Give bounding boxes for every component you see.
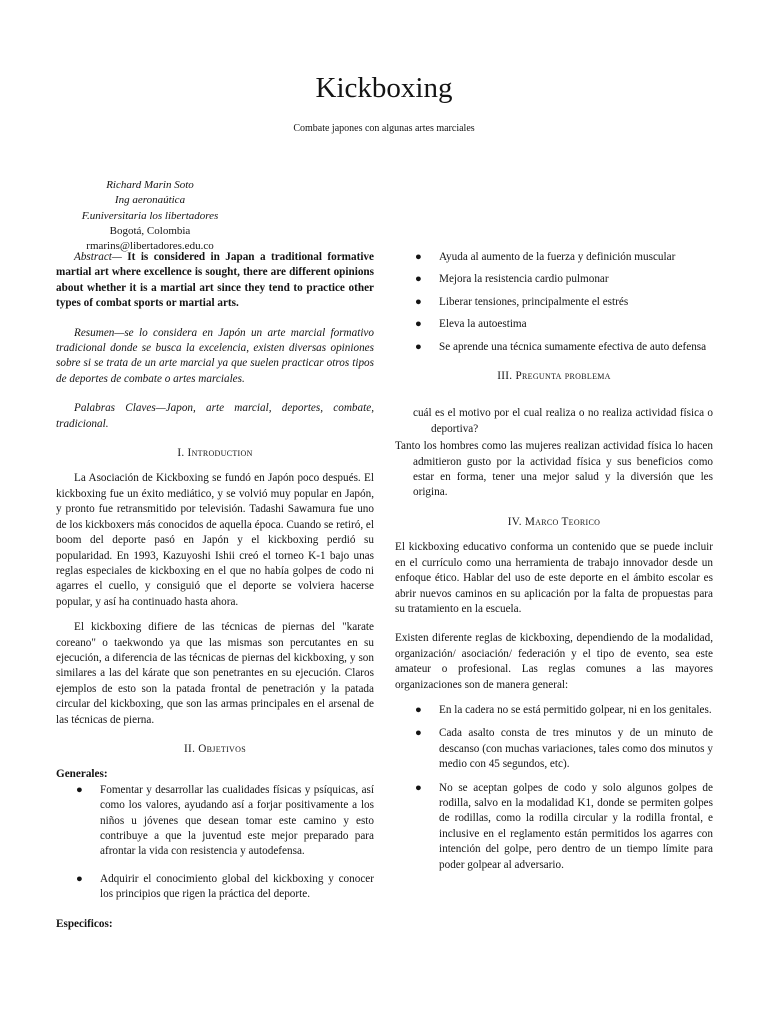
list-item: ● Eleva la autoestima	[395, 317, 713, 332]
author-email: rmarins@libertadores.edu.co	[86, 240, 214, 253]
left-column	[56, 250, 374, 932]
pregunta-paragraph-2: Tanto los hombres como las mujeres realizan actividad física lo hacen admitieron gusto por la actividad física y sus beneficios como estar en forma, tener una mejor salud y la diversión que les origina.	[395, 440, 713, 499]
bullet-icon: ●	[415, 703, 422, 716]
author-city: Bogotá, Colombia	[109, 224, 191, 237]
list-item: ● No se aceptan golpes de codo y solo algunos golpes de rodilla, salvo en la modalidad K1, donde se permiten golpes de rodillas, como la rodilla circular y la rodilla frontal, e inclusive en el reglamento están permitidos los agarres con intención del golpe, pero dentro de un tiempo límite para poder golpear al adversario.	[415, 781, 713, 871]
bullet-icon: ●	[76, 872, 83, 885]
section-heading-introduction: I. Introduction	[177, 447, 253, 460]
bullet-icon: ●	[415, 340, 422, 353]
abstract-label: Abstract—	[74, 251, 122, 263]
list-item: ● Fomentar y desarrollar las cualidades físicas y psíquicas, así como los valores, ayudando así a forjar positivamente a los niños u jóvenes que desean tomar este camino y esto contribuye a que la juventud este mejor preparado para afrontar la vida con resistencia y autodefensa.	[76, 783, 374, 858]
bullet-icon: ●	[415, 273, 422, 286]
paper-title: Kickboxing	[315, 72, 453, 104]
list-item: ● Mejora la resistencia cardio pulmonar	[395, 272, 713, 287]
section-heading-objetivos: II. Objetivos	[184, 742, 246, 755]
list-item: ● Se aprende una técnica sumamente efectiva de auto defensa	[395, 340, 713, 355]
author-institution: F.universitaria los libertadores	[81, 209, 219, 222]
author-department: Ing aeronaútica	[114, 194, 186, 207]
author-name: Richard Marin Soto	[106, 179, 194, 191]
abstract-text: It is considered in Japan a traditional formative martial art where excellence is sought, there are different opinions about whether it is a martial art since they tend to practice other types of combat sports or martial arts.	[56, 251, 374, 310]
bullet-icon: ●	[415, 295, 422, 308]
right-column	[395, 250, 713, 881]
list-item: ● Cada asalto consta de tres minutos y de un minuto de descanso (con muchas variaciones, tales como dos minutos y medio con 45 segundos, etc).	[415, 727, 713, 771]
generales-list	[56, 783, 374, 903]
intro-paragraph-1: La Asociación de Kickboxing se fundó en Japón poco después. El kickboxing fue un éxito mediático, y se volvió muy popular en Japón, y pronto fue retransmitido por televisión. Tadashi Sawamura fue uno de los kickboxers más conocidos de aquella época. Cuando se retiró, el boom del deporte pasó en Japón y el kickboxing perdió su popularidad. En 1993, Kazuyoshi Ishii creó el torneo K-1 bajo unas reglas especiales de kickboxing en el que no había golpes de codo ni agarres el cuello, y consiguió que el deporte se volviera hacerse popular, y así ha continuado hasta ahora.	[56, 472, 374, 608]
bullet-icon: ●	[415, 781, 422, 794]
abstract	[56, 250, 374, 312]
list-item: ● En la cadera no se está permitido golpear, ni en los genitales.	[395, 703, 713, 718]
keywords: Palabras Claves—Japon, arte marcial, deportes, combate, tradicional.	[56, 402, 374, 430]
section-heading-marco: IV. Marco Teorico	[507, 515, 601, 528]
especificos-label: Especificos:	[56, 917, 113, 930]
list-item: ● Liberar tensiones, principalmente el estrés	[395, 295, 713, 310]
marco-paragraph-1: El kickboxing educativo conforma un contenido que se puede incluir en el currículo como una herramienta de trabajo innovador desde un enfoque ético. Hablar del uso de este deporte en el ámbito escolar es abrir nuevos caminos en su aplicación por la falta de propuestas para su tratamiento en la escuela.	[395, 541, 713, 615]
bullet-icon: ●	[76, 783, 83, 796]
intro-paragraph-2: El kickboxing difiere de las técnicas de piernas del "karate coreano" o taekwondo ya que las mismas son percutantes en su ejecución, a diferencia de las técnicas de piernas del kickboxing, y son similares a las del kárate que son penetrantes en su ejecución. Claros ejemplos de esto son la patada frontal de penetración y la patada circular del kickboxing, que son las armas principales en el arsenal de las técnicas de pierna.	[56, 621, 374, 726]
generales-label: Generales:	[56, 768, 108, 781]
section-heading-pregunta: III. Pregunta problema	[497, 370, 611, 383]
paper-subtitle: Combate japones con algunas artes marciales	[293, 123, 475, 134]
bullet-icon: ●	[415, 251, 422, 263]
resumen: Resumen—se lo considera en Japón un arte marcial formativo tradicional donde se busca la excelencia, existen diversas opiniones sobre si se trata de un arte marcial ya que suelen practicar otros tipos de deportes de combate o artes marciales.	[56, 326, 374, 385]
marco-paragraph-2: Existen diferente reglas de kickboxing, dependiendo de la modalidad, organización/ asociación/ federación y el tipo de evento, sea este amateur o profesional. Las reglas comunes a las mayores organizaciones son de manera general:	[395, 632, 713, 691]
list-item: ● Ayuda al aumento de la fuerza y definición muscular	[395, 250, 713, 265]
list-item: ● Adquirir el conocimiento global del kickboxing y conocer los principios que rigen la práctica del deporte.	[76, 872, 374, 901]
especificos-list	[395, 250, 713, 355]
pregunta-paragraph-1: cuál es el motivo por el cual realiza o no realiza actividad física o deportiva?	[413, 407, 713, 435]
reglas-list	[395, 703, 713, 873]
bullet-icon: ●	[415, 318, 422, 331]
author-block	[40, 178, 260, 254]
bullet-icon: ●	[415, 727, 422, 740]
